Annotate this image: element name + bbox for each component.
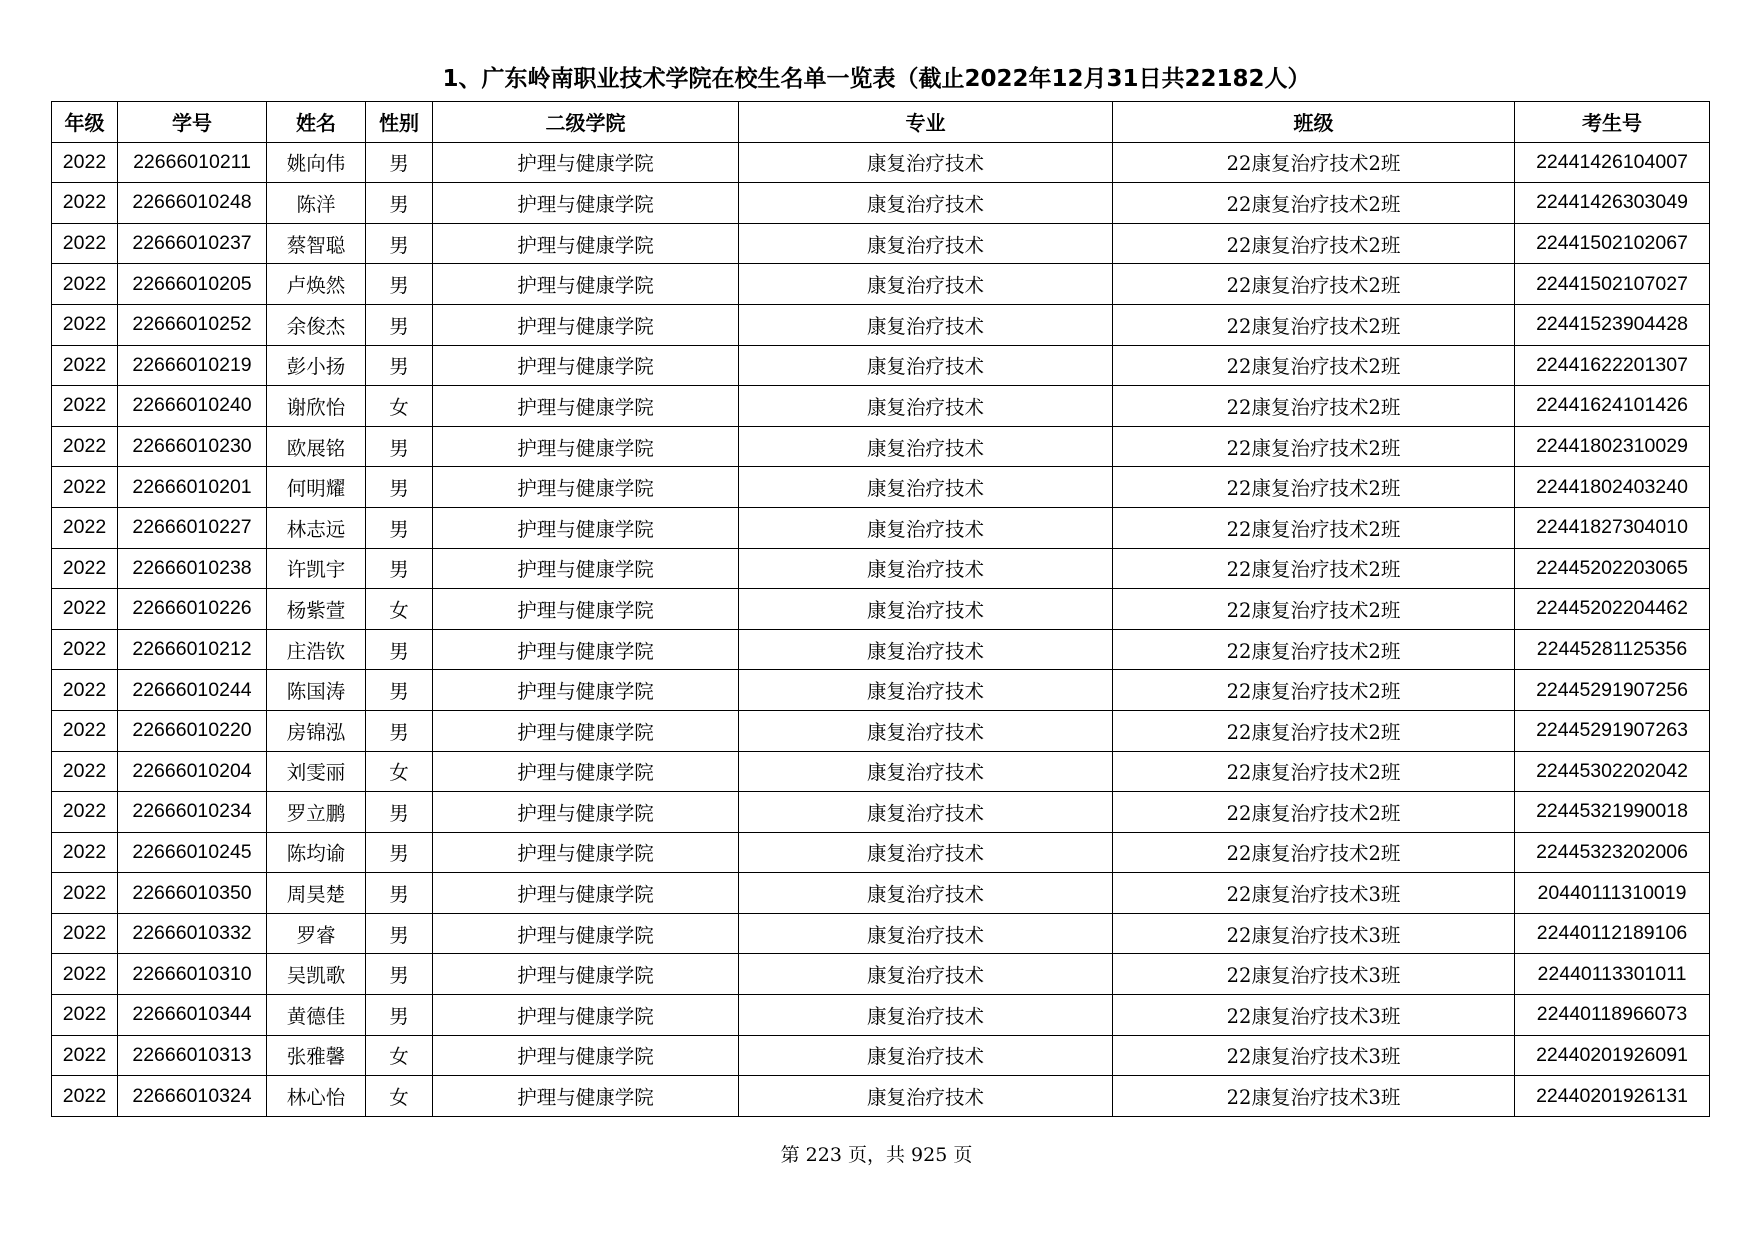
gender-cell: 男 — [366, 995, 433, 1036]
exam-number-cell: 22441802310029 — [1515, 426, 1710, 467]
table-row — [52, 913, 1710, 954]
table-row — [52, 345, 1710, 386]
table-row — [52, 548, 1710, 589]
class-cell: 22康复治疗技术2班 — [1113, 142, 1515, 183]
student-id-cell: 22666010313 — [118, 1035, 267, 1076]
table-row — [52, 629, 1710, 670]
college-cell: 护理与健康学院 — [433, 467, 739, 508]
gender-cell: 男 — [366, 832, 433, 873]
gender-cell: 男 — [366, 223, 433, 264]
major-cell: 康复治疗技术 — [739, 792, 1113, 833]
name-cell: 何明耀 — [267, 467, 366, 508]
major-cell: 康复治疗技术 — [739, 995, 1113, 1036]
class-cell: 22康复治疗技术2班 — [1113, 386, 1515, 427]
name-cell: 谢欣怡 — [267, 386, 366, 427]
student-id-cell: 22666010212 — [118, 629, 267, 670]
exam-number-cell: 22440201926131 — [1515, 1076, 1710, 1117]
student-id-cell: 22666010310 — [118, 954, 267, 995]
gender-cell: 男 — [366, 913, 433, 954]
gender-cell: 男 — [366, 792, 433, 833]
table-row — [52, 710, 1710, 751]
name-cell: 庄浩钦 — [267, 629, 366, 670]
table-row — [52, 670, 1710, 711]
student-id-cell: 22666010211 — [118, 142, 267, 183]
college-cell: 护理与健康学院 — [433, 304, 739, 345]
gender-cell: 男 — [366, 670, 433, 711]
table-row — [52, 954, 1710, 995]
gender-cell: 女 — [366, 589, 433, 630]
student-id-cell: 22666010332 — [118, 913, 267, 954]
student-id-cell: 22666010220 — [118, 710, 267, 751]
college-cell: 护理与健康学院 — [433, 710, 739, 751]
name-cell: 欧展铭 — [267, 426, 366, 467]
college-cell: 护理与健康学院 — [433, 589, 739, 630]
major-cell: 康复治疗技术 — [739, 386, 1113, 427]
gender-cell: 女 — [366, 1076, 433, 1117]
exam-number-cell: 22445302202042 — [1515, 751, 1710, 792]
grade-cell: 2022 — [52, 467, 118, 508]
college-cell: 护理与健康学院 — [433, 792, 739, 833]
exam-number-cell: 22441426303049 — [1515, 183, 1710, 224]
major-cell: 康复治疗技术 — [739, 629, 1113, 670]
page-title: 1、广东岭南职业技术学院在校生名单一览表（截止2022年12月31日共22182人） — [442, 66, 1311, 92]
exam-number-cell: 22440112189106 — [1515, 913, 1710, 954]
college-cell: 护理与健康学院 — [433, 1076, 739, 1117]
major-cell: 康复治疗技术 — [739, 913, 1113, 954]
class-cell: 22康复治疗技术2班 — [1113, 751, 1515, 792]
exam-number-cell: 22441502107027 — [1515, 264, 1710, 305]
table-body — [52, 142, 1710, 1116]
gender-cell: 男 — [366, 629, 433, 670]
name-cell: 罗睿 — [267, 913, 366, 954]
class-cell: 22康复治疗技术2班 — [1113, 710, 1515, 751]
table-row — [52, 507, 1710, 548]
class-cell: 22康复治疗技术3班 — [1113, 1076, 1515, 1117]
major-cell: 康复治疗技术 — [739, 548, 1113, 589]
major-cell: 康复治疗技术 — [739, 467, 1113, 508]
name-cell: 吴凯歌 — [267, 954, 366, 995]
class-cell: 22康复治疗技术3班 — [1113, 995, 1515, 1036]
grade-cell: 2022 — [52, 426, 118, 467]
student-id-cell: 22666010244 — [118, 670, 267, 711]
college-cell: 护理与健康学院 — [433, 995, 739, 1036]
major-cell: 康复治疗技术 — [739, 1035, 1113, 1076]
student-id-cell: 22666010230 — [118, 426, 267, 467]
grade-cell: 2022 — [52, 873, 118, 914]
major-cell: 康复治疗技术 — [739, 873, 1113, 914]
gender-cell: 男 — [366, 426, 433, 467]
class-cell: 22康复治疗技术3班 — [1113, 913, 1515, 954]
student-id-cell: 22666010344 — [118, 995, 267, 1036]
exam-number-cell: 22440201926091 — [1515, 1035, 1710, 1076]
grade-cell: 2022 — [52, 751, 118, 792]
student-id-cell: 22666010204 — [118, 751, 267, 792]
name-cell: 彭小扬 — [267, 345, 366, 386]
class-cell: 22康复治疗技术2班 — [1113, 345, 1515, 386]
column-header-major: 专业 — [739, 102, 1113, 143]
name-cell: 房锦泓 — [267, 710, 366, 751]
grade-cell: 2022 — [52, 589, 118, 630]
major-cell: 康复治疗技术 — [739, 183, 1113, 224]
grade-cell: 2022 — [52, 1035, 118, 1076]
major-cell: 康复治疗技术 — [739, 710, 1113, 751]
exam-number-cell: 22445291907263 — [1515, 710, 1710, 751]
student-id-cell: 22666010350 — [118, 873, 267, 914]
column-header-student-id: 学号 — [118, 102, 267, 143]
college-cell: 护理与健康学院 — [433, 426, 739, 467]
exam-number-cell: 22445202203065 — [1515, 548, 1710, 589]
grade-cell: 2022 — [52, 223, 118, 264]
exam-number-cell: 22441624101426 — [1515, 386, 1710, 427]
class-cell: 22康复治疗技术2班 — [1113, 264, 1515, 305]
grade-cell: 2022 — [52, 670, 118, 711]
major-cell: 康复治疗技术 — [739, 223, 1113, 264]
grade-cell: 2022 — [52, 1076, 118, 1117]
college-cell: 护理与健康学院 — [433, 670, 739, 711]
grade-cell: 2022 — [52, 954, 118, 995]
student-id-cell: 22666010205 — [118, 264, 267, 305]
name-cell: 陈国涛 — [267, 670, 366, 711]
class-cell: 22康复治疗技术3班 — [1113, 1035, 1515, 1076]
gender-cell: 男 — [366, 304, 433, 345]
column-header-gender: 性别 — [366, 102, 433, 143]
table-row — [52, 832, 1710, 873]
major-cell: 康复治疗技术 — [739, 832, 1113, 873]
table-row — [52, 304, 1710, 345]
major-cell: 康复治疗技术 — [739, 304, 1113, 345]
exam-number-cell: 22445281125356 — [1515, 629, 1710, 670]
class-cell: 22康复治疗技术2班 — [1113, 548, 1515, 589]
table-row — [52, 426, 1710, 467]
gender-cell: 男 — [366, 507, 433, 548]
exam-number-cell: 22441426104007 — [1515, 142, 1710, 183]
table-row — [52, 792, 1710, 833]
exam-number-cell: 22445291907256 — [1515, 670, 1710, 711]
name-cell: 姚向伟 — [267, 142, 366, 183]
class-cell: 22康复治疗技术3班 — [1113, 954, 1515, 995]
class-cell: 22康复治疗技术2班 — [1113, 832, 1515, 873]
table-row — [52, 873, 1710, 914]
college-cell: 护理与健康学院 — [433, 832, 739, 873]
gender-cell: 男 — [366, 264, 433, 305]
table-header-row — [52, 102, 1710, 143]
name-cell: 林志远 — [267, 507, 366, 548]
class-cell: 22康复治疗技术2班 — [1113, 589, 1515, 630]
grade-cell: 2022 — [52, 710, 118, 751]
table-row — [52, 1035, 1710, 1076]
college-cell: 护理与健康学院 — [433, 345, 739, 386]
student-id-cell: 22666010248 — [118, 183, 267, 224]
student-id-cell: 22666010240 — [118, 386, 267, 427]
name-cell: 卢焕然 — [267, 264, 366, 305]
exam-number-cell: 22440118966073 — [1515, 995, 1710, 1036]
exam-number-cell: 22441827304010 — [1515, 507, 1710, 548]
gender-cell: 男 — [366, 873, 433, 914]
exam-number-cell: 22441502102067 — [1515, 223, 1710, 264]
name-cell: 刘雯丽 — [267, 751, 366, 792]
grade-cell: 2022 — [52, 792, 118, 833]
major-cell: 康复治疗技术 — [739, 264, 1113, 305]
major-cell: 康复治疗技术 — [739, 670, 1113, 711]
grade-cell: 2022 — [52, 264, 118, 305]
gender-cell: 女 — [366, 1035, 433, 1076]
class-cell: 22康复治疗技术2班 — [1113, 792, 1515, 833]
student-id-cell: 22666010324 — [118, 1076, 267, 1117]
college-cell: 护理与健康学院 — [433, 264, 739, 305]
major-cell: 康复治疗技术 — [739, 751, 1113, 792]
name-cell: 陈洋 — [267, 183, 366, 224]
class-cell: 22康复治疗技术2班 — [1113, 670, 1515, 711]
name-cell: 蔡智聪 — [267, 223, 366, 264]
exam-number-cell: 22441802403240 — [1515, 467, 1710, 508]
page-footer: 第 223 页，共 925 页 — [780, 1144, 973, 1166]
gender-cell: 男 — [366, 345, 433, 386]
class-cell: 22康复治疗技术2班 — [1113, 629, 1515, 670]
table-row — [52, 223, 1710, 264]
college-cell: 护理与健康学院 — [433, 183, 739, 224]
grade-cell: 2022 — [52, 386, 118, 427]
grade-cell: 2022 — [52, 507, 118, 548]
gender-cell: 男 — [366, 710, 433, 751]
name-cell: 周昊楚 — [267, 873, 366, 914]
major-cell: 康复治疗技术 — [739, 507, 1113, 548]
column-header-class: 班级 — [1113, 102, 1515, 143]
student-id-cell: 22666010252 — [118, 304, 267, 345]
student-id-cell: 22666010219 — [118, 345, 267, 386]
college-cell: 护理与健康学院 — [433, 751, 739, 792]
exam-number-cell: 22445321990018 — [1515, 792, 1710, 833]
exam-number-cell: 20440111310019 — [1515, 873, 1710, 914]
table-row — [52, 751, 1710, 792]
grade-cell: 2022 — [52, 142, 118, 183]
student-id-cell: 22666010245 — [118, 832, 267, 873]
exam-number-cell: 22440113301011 — [1515, 954, 1710, 995]
table-row — [52, 386, 1710, 427]
gender-cell: 男 — [366, 142, 433, 183]
grade-cell: 2022 — [52, 548, 118, 589]
college-cell: 护理与健康学院 — [433, 223, 739, 264]
table-row — [52, 142, 1710, 183]
gender-cell: 男 — [366, 467, 433, 508]
column-header-exam-number: 考生号 — [1515, 102, 1710, 143]
college-cell: 护理与健康学院 — [433, 873, 739, 914]
college-cell: 护理与健康学院 — [433, 1035, 739, 1076]
class-cell: 22康复治疗技术2班 — [1113, 426, 1515, 467]
major-cell: 康复治疗技术 — [739, 589, 1113, 630]
table-row — [52, 183, 1710, 224]
class-cell: 22康复治疗技术2班 — [1113, 507, 1515, 548]
name-cell: 陈均谕 — [267, 832, 366, 873]
student-id-cell: 22666010227 — [118, 507, 267, 548]
column-header-college: 二级学院 — [433, 102, 739, 143]
college-cell: 护理与健康学院 — [433, 142, 739, 183]
name-cell: 张雅馨 — [267, 1035, 366, 1076]
exam-number-cell: 22445202204462 — [1515, 589, 1710, 630]
class-cell: 22康复治疗技术2班 — [1113, 183, 1515, 224]
class-cell: 22康复治疗技术2班 — [1113, 304, 1515, 345]
gender-cell: 男 — [366, 183, 433, 224]
college-cell: 护理与健康学院 — [433, 954, 739, 995]
student-roster-table — [51, 101, 1710, 1117]
gender-cell: 女 — [366, 751, 433, 792]
table-row — [52, 589, 1710, 630]
grade-cell: 2022 — [52, 345, 118, 386]
exam-number-cell: 22441622201307 — [1515, 345, 1710, 386]
grade-cell: 2022 — [52, 995, 118, 1036]
student-id-cell: 22666010237 — [118, 223, 267, 264]
exam-number-cell: 22445323202006 — [1515, 832, 1710, 873]
grade-cell: 2022 — [52, 629, 118, 670]
table-row — [52, 1076, 1710, 1117]
major-cell: 康复治疗技术 — [739, 1076, 1113, 1117]
grade-cell: 2022 — [52, 304, 118, 345]
college-cell: 护理与健康学院 — [433, 629, 739, 670]
major-cell: 康复治疗技术 — [739, 142, 1113, 183]
name-cell: 林心怡 — [267, 1076, 366, 1117]
table-row — [52, 995, 1710, 1036]
college-cell: 护理与健康学院 — [433, 548, 739, 589]
column-header-grade: 年级 — [52, 102, 118, 143]
name-cell: 许凯宇 — [267, 548, 366, 589]
college-cell: 护理与健康学院 — [433, 507, 739, 548]
exam-number-cell: 22441523904428 — [1515, 304, 1710, 345]
student-id-cell: 22666010226 — [118, 589, 267, 630]
major-cell: 康复治疗技术 — [739, 426, 1113, 467]
grade-cell: 2022 — [52, 913, 118, 954]
name-cell: 黄德佳 — [267, 995, 366, 1036]
gender-cell: 男 — [366, 548, 433, 589]
class-cell: 22康复治疗技术2班 — [1113, 223, 1515, 264]
student-id-cell: 22666010234 — [118, 792, 267, 833]
gender-cell: 男 — [366, 954, 433, 995]
major-cell: 康复治疗技术 — [739, 954, 1113, 995]
name-cell: 罗立鹏 — [267, 792, 366, 833]
student-id-cell: 22666010201 — [118, 467, 267, 508]
name-cell: 余俊杰 — [267, 304, 366, 345]
table-row — [52, 264, 1710, 305]
class-cell: 22康复治疗技术3班 — [1113, 873, 1515, 914]
grade-cell: 2022 — [52, 183, 118, 224]
college-cell: 护理与健康学院 — [433, 913, 739, 954]
grade-cell: 2022 — [52, 832, 118, 873]
student-id-cell: 22666010238 — [118, 548, 267, 589]
column-header-name: 姓名 — [267, 102, 366, 143]
table-row — [52, 467, 1710, 508]
major-cell: 康复治疗技术 — [739, 345, 1113, 386]
class-cell: 22康复治疗技术2班 — [1113, 467, 1515, 508]
name-cell: 杨紫萱 — [267, 589, 366, 630]
college-cell: 护理与健康学院 — [433, 386, 739, 427]
gender-cell: 女 — [366, 386, 433, 427]
